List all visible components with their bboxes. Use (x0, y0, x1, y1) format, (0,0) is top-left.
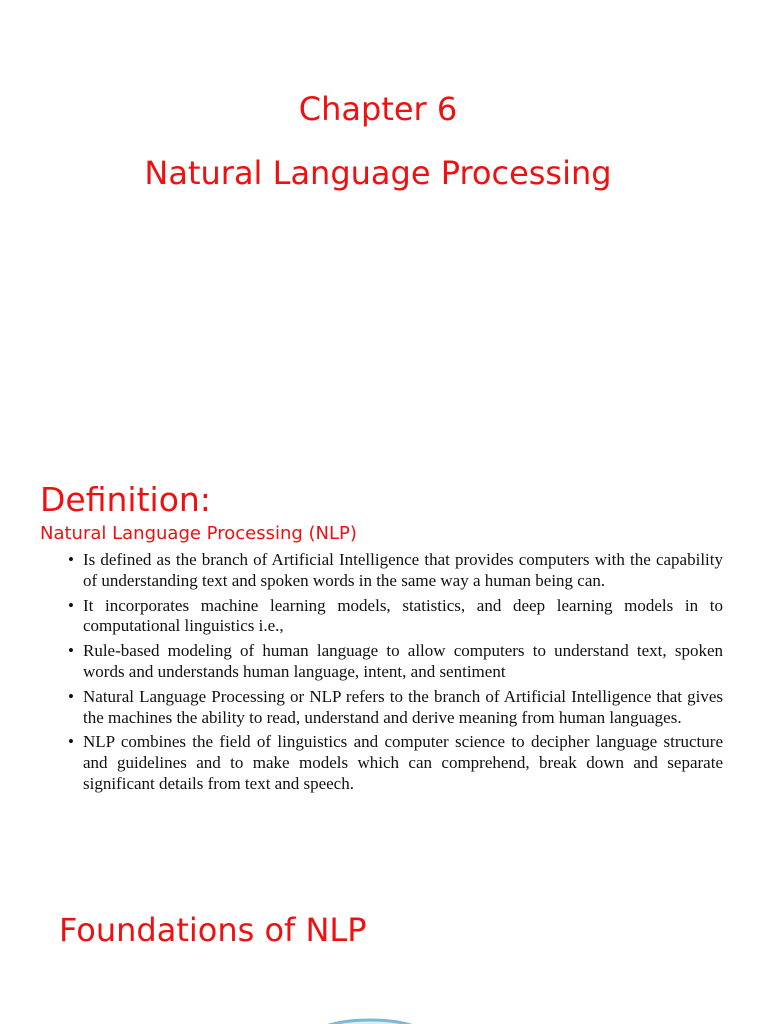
bullet-item (68, 686, 723, 729)
definition-bullet-list (68, 550, 723, 799)
definition-heading: Definition: (40, 480, 211, 519)
bullet-text: Natural Language Processing or NLP refers to the branch of Artificial Intelligence that gives the machines the ability to read, understand and derive meaning from human languages. (83, 686, 723, 727)
bullet-item (68, 641, 723, 683)
bullet-marker: • (68, 686, 74, 706)
bullet-item (68, 732, 723, 794)
bullet-marker: • (68, 641, 74, 661)
bullet-marker: • (68, 550, 74, 569)
chapter-title: Natural Language Processing (144, 154, 612, 192)
bullet-text: It incorporates machine learning models, statistics, and deep learning models in to computational linguistics i.e., (83, 595, 723, 636)
bullet-marker: • (68, 595, 74, 615)
chapter-number: Chapter 6 (298, 90, 458, 128)
bullet-item (68, 595, 723, 638)
foundations-heading: Foundations of NLP (59, 911, 367, 949)
definition-subheading: Natural Language Processing (NLP) (40, 523, 357, 544)
bullet-text: Is defined as the branch of Artificial Intelligence that provides computers with the capability of understanding text and spoken words in the same way a human being can. (83, 550, 723, 590)
bullet-text: NLP combines the field of linguistics and computer science to decipher language structure and guidelines and to make models which can comprehend, break down and separate significant details from text and speech. (83, 732, 723, 793)
diagram-top-arc (300, 1010, 440, 1024)
bullet-text: Rule-based modeling of human language to allow computers to understand text, spoken words and understands human language, intent, and sentiment (83, 641, 723, 681)
bullet-item (68, 550, 723, 592)
bullet-marker: • (68, 732, 74, 752)
